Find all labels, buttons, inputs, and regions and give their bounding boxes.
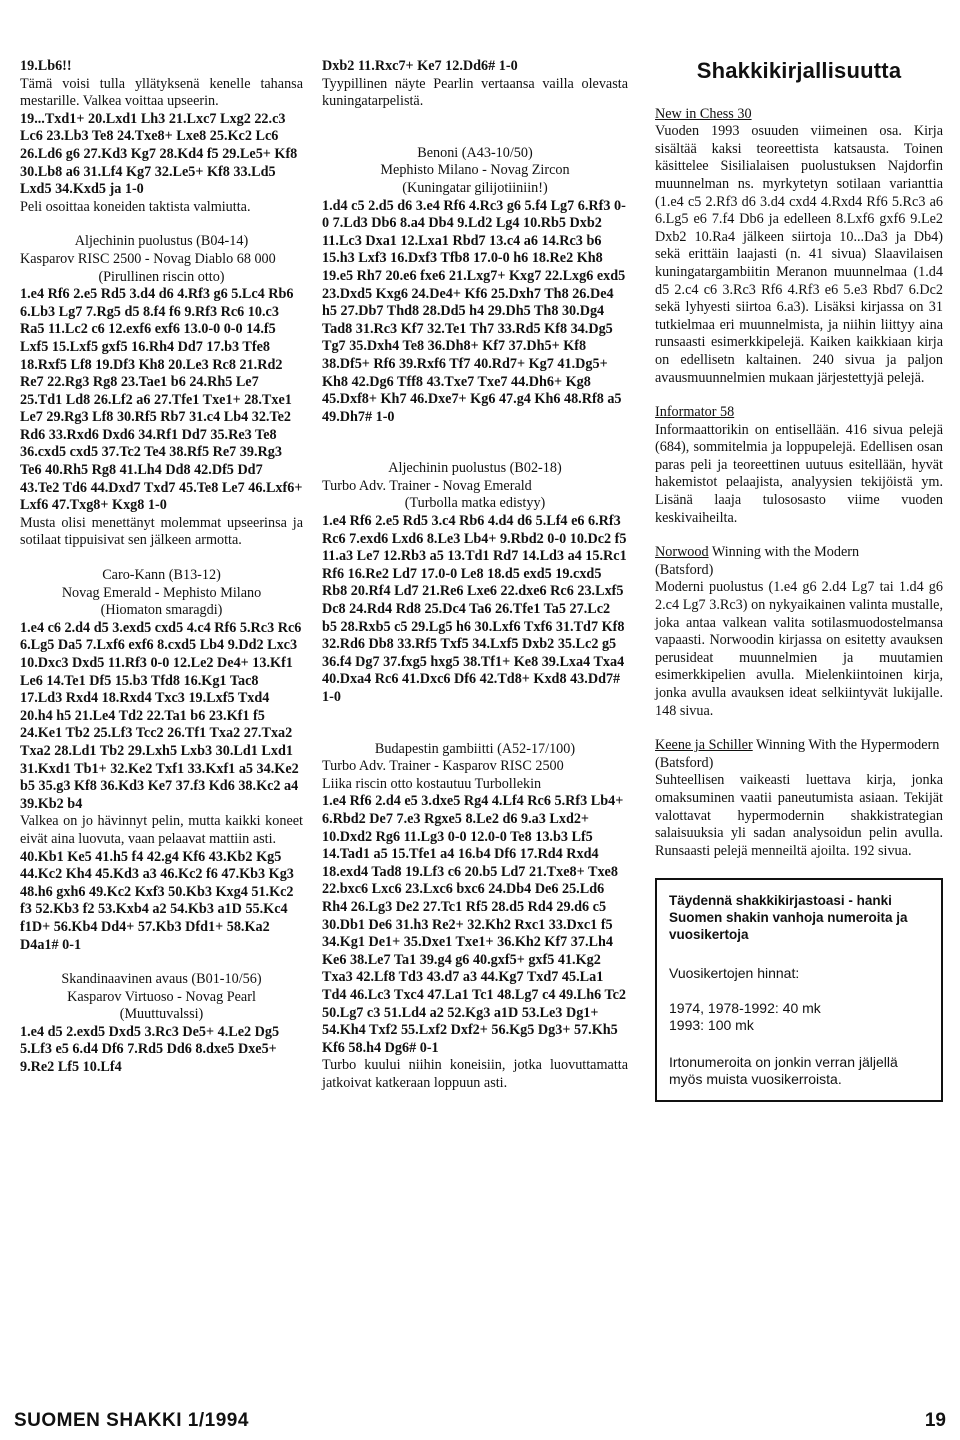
book3-author: Norwood <box>655 544 709 561</box>
book3-review: Moderni puolustus (1.e4 g6 2.d4 Lg7 tai 1.d4 g6 2.c4 Lg7 3.Rc3) on nykyaikainen valinta mustalle, joka antaa valkean valita sotilasmuodostelmansa vapaasti. Norwoodin kirjassa on esitetty avauksen perusideat muunnelmien ja muutamien esimerkkipelien avulla. Mielenkiintoinen kirja, jonka avulla avauksen ideat selkiintyvät lukijalle. 148 sivua. <box>655 579 943 719</box>
back-issues-box <box>655 878 943 1102</box>
column-3 <box>655 58 943 1102</box>
game2-moves-continued: 40.Kb1 Ke5 41.h5 f4 42.g4 Kf6 43.Kb2 Kg5 44.Kc2 Kh4 45.Kd3 a3 46.Kc2 f6 47.Kb3 Kg3 48.h6 gxh6 49.Kc2 Kxf3 50.Kb3 Kxg4 51.Kc2 f3 52.Kb3 f2 53.Kxb4 a2 54.Kb3 a1D 55.Kc4 f1D+ 56.Kb4 Dd4+ 57.Kb3 Dfd1+ 58.Ka2 D4a1# 0-1 <box>20 848 294 953</box>
game6-title: Budapestin gambiitti (A52-17/100) <box>374 740 576 757</box>
book3-title: Winning with the Modern <box>711 544 860 561</box>
section-title: Shakkikirjallisuutta <box>696 58 902 83</box>
game2-subtitle: (Hiomaton smaragdi) <box>100 602 223 619</box>
box-price-2: 1993: 100 mk <box>669 1017 754 1034</box>
game2-title: Caro-Kann (B13-12) <box>102 567 221 584</box>
variation-moves: 19...Txd1+ 20.Lxd1 Lh3 21.Lxc7 Lxg2 22.c3 Lc6 23.Lb3 Te8 24.Txe8+ Lxe8 25.Kc2 Lc6 26.Ld6 g6 27.Kd3 Kg7 28.Kd4 f5 29.Le5+ Kf8 30.Lb8 a6 31.Lf4 Kg7 32.Le5+ Kf8 33.Ld5 Lxd5 34.Kxd5 ja 1-0 <box>20 110 298 198</box>
column-2 <box>322 58 628 1092</box>
game6-comment: Turbo kuului niihin koneisiin, jotka luovuttamatta jatkoivat katkeraan loppuun asti. <box>322 1057 628 1091</box>
intro-moves: 19.Lb6!! <box>20 58 72 74</box>
game1-moves: 1.e4 Rf6 2.e5 Rd5 3.d4 d6 4.Rf3 g6 5.Lc4 Rb6 6.Lb3 Lg7 7.Rg5 d5 8.f4 f6 9.Rf3 Rc6 10.c3 Ra5 11.Lc2 c6 12.exf6 exf6 13.0-0 0-0 14.f5 Lxf5 15.Lxf5 gxf5 16.Rh4 Dd7 17.b3 Tfe8 18.Rxf5 Lf8 19.Df3 Kh8 20.Le3 Rc8 21.Rd2 Re7 22.Rg3 Rg8 23.Tae1 b6 24.Rh5 Le7 25.Td1 Ld8 26.Lf2 a6 27.Tfe1 Txe1+ 28.Txe1 Le7 29.Rg3 Lf8 30.Rf5 Rb7 31.c4 Lb4 32.Te2 Rd6 33.Rxd6 Dxd6 34.Rf1 Dd7 35.Re3 Te8 36.cxd5 cxd5 37.Tc2 Te4 38.Rf5 Re7 39.Rg3 Te6 40.Rh5 Rg8 41.Lh4 Dd8 42.Df5 Dd7 43.Te2 Td6 44.Dxd7 Txd7 45.Te8 Le7 46.Lxf6+ Lxf6 47.Txg8+ Kxg8 1-0 <box>20 286 303 514</box>
game3-subtitle: (Muuttuvalssi) <box>119 1006 204 1023</box>
book2-name: Informator 58 <box>655 404 735 421</box>
game3-moves-end: Dxb2 11.Rxc7+ Ke7 12.Dd6# 1-0 <box>322 58 518 74</box>
game3-moves: 1.e4 d5 2.exd5 Dxd5 3.Rc3 De5+ 4.Le2 Dg5 5.Lf3 e5 6.d4 Df6 7.Rd5 Dd6 8.dxe5 Dxe5+ 9.Re2 Lf5 10.Lf4 <box>20 1023 280 1076</box>
book3-publisher: (Batsford) <box>655 561 714 578</box>
game3-comment: Tyypillinen näyte Pearlin vertaansa vailla olevasta kuningatarpelistä. <box>322 75 628 110</box>
book1-review: Vuoden 1993 osuuden viimeinen osa. Kirja sisältää kaksi teoreettista katsausta. Toinen käsittelee Sisilialaisen puolustuksen Najdorfin muunnelman ns. myrkytetyn sotilaan varianttia (1.e4 c5 2.Rf3 d6 3.d4 cxd4 4.Rxd4 Rf6 5.Rc3 a6 6.Lg5 e6 7.f4 Db6 ja edelleen 8.Lxf6 gxf6 9.Le2 Dxb2 10.Ra4 jälkeen siirtoja 10...Da3 ja Db4) sekä erittäin laajasti (n. 41 sivua) Slaavilaisen kuningatargambiitin Meranon muunnelmaa (1.d4 d5 2.c4 c6 3.Rc3 Rf6 4.Rf3 e6 5.e3 Rbd7 6.Dc2 sekä lyhyesti siirtoa 6.a3). Lisäksi kirjassa on 31 tutkielmaa eri muunnelmista, ja niihin liittyy aina runsaasti esimerkkipelejä. Kaiken kaikkiaan kirja on edellisetn kaltainen. 240 sivua ja paljon avausmuunnelmien mukaan järjestettyjä pelejä. <box>655 123 943 386</box>
game4-title: Benoni (A43-10/50) <box>417 144 533 161</box>
game4-moves: 1.d4 c5 2.d5 d6 3.e4 Rf6 4.Rc3 g6 5.f4 Lg7 6.Rf3 0-0 7.Ld3 Db6 8.a4 Db4 9.Ld2 Lg4 10.Rb5 Dxb2 11.Lc3 Dxa1 12.Lxa1 Rbd7 13.c4 a6 14.Rc3 b6 15.h3 Lxf3 16.Dxf3 Tfb8 17.0-0 h6 18.Re2 Kh8 19.e5 Rh7 20.e6 fxe6 21.Lxg7+ Kxg7 22.Lxg6 exd5 23.Dxd5 Kxg6 24.De4+ Kf6 25.Dxh7 Th8 26.De4 h5 27.Db7 Thd8 28.Dd5 h4 29.Dh5 Th8 30.Dg4 Tad8 31.Rc3 Kf7 32.Te1 Th7 33.Rd5 Kf8 34.Dg5 Tg7 35.Dxh4 Te8 36.Dh8+ Kf7 37.Dh5+ Kf8 38.Df5+ Rf6 39.Rxf6 Tf7 40.Rd7+ Kg7 41.Dg5+ Kh8 42.Dg6 Tff8 43.Txe7 Txe7 44.Dh6+ Kg8 45.Dxf8+ Kh7 46.Dxe7+ Kg6 47.g4 Kh6 48.Rf8 a5 49.Dh7# 1-0 <box>322 197 626 425</box>
book4-author: Keene ja Schiller <box>655 737 753 754</box>
game3-title: Skandinaavinen avaus (B01-10/56) <box>61 971 262 988</box>
game6-subtitle: Liika riscin otto kostautuu Turbollekin <box>322 775 542 792</box>
game1-comment: Musta olisi menettänyt molemmat upseerinsa ja sotilaat tippuisivat sen jälkeen armotta. <box>20 514 303 549</box>
game2-comment: Valkea on jo hävinnyt pelin, mutta kaikki koneet eivät aina luovuta, vaan pelaavat mattiin asti. <box>20 813 303 847</box>
book4-publisher: (Batsford) <box>655 754 714 771</box>
game1-players: Kasparov RISC 2500 - Novag Diablo 68 000 <box>20 250 276 267</box>
book4-review: Suhteellisen vaikeasti luettava kirja, jonka omaksuminen vaatii paneutumista asiaan. Tekijät valottavat hypermodernin shakkistrategian salaisuuksia yli sadan analysoidun pelin avulla. Runsaasti pelejä menneiltä ajoilta. 192 sivua. <box>655 772 943 859</box>
game1-subtitle: (Pirullinen riscin otto) <box>98 268 225 285</box>
game5-title: Aljechinin puolustus (B02-18) <box>388 460 562 477</box>
game4-subtitle: (Kuningatar gilijotiiniin!) <box>402 179 548 196</box>
page-number: 19 <box>924 1410 946 1431</box>
game5-moves: 1.e4 Rf6 2.e5 Rd5 3.c4 Rb6 4.d4 d6 5.Lf4 e6 6.Rf3 Rc6 7.exd6 Lxd6 8.Le3 Lb4+ 9.Rbd2 0-0 10.Dc2 f5 11.a3 Le7 12.Rb3 a5 13.Td1 Rd7 14.Ld3 a4 15.Rc1 Rf6 16.Re2 Ld7 17.0-0 Le8 18.d5 exd5 19.cxd5 Rb8 20.Rf4 Ld7 21.Re6 Lxe6 22.dxe6 Rc6 23.Lxf5 Dc8 24.Rd4 Rd8 25.Dc4 Ta6 26.Tfe1 Ta5 27.Lc2 b5 28.Rxb5 c5 29.Lg5 h6 30.Lxf6 Txf6 31.Td7 Kf8 32.Rd6 Db8 33.Rf5 Txf5 34.Lxf5 Dxb2 35.Lc2 g5 36.f4 Dg7 37.fxg5 hxg5 38.Tf1+ Ke8 39.Lxa4 Txa4 40.Dxa4 Rc6 41.Dxc6 Df6 42.Td8+ Kxd8 43.Dd7# 1-0 <box>322 513 627 705</box>
variation-text: Peli osoittaa koneiden taktista valmiutta. <box>20 198 251 215</box>
box-price-1: 1974, 1978-1992: 40 mk <box>669 1000 821 1017</box>
game2-moves: 1.e4 c6 2.d4 d5 3.exd5 cxd5 4.c4 Rf6 5.Rc3 Rc6 6.Lg5 Da5 7.Lxf6 exf6 8.cxd5 Lb4 9.Dd2 Lxc3 10.Dxc3 Dxd5 11.Rf3 0-0 12.Le2 De4+ 13.Kf1 Le6 14.Te1 Df5 15.b3 Tfd8 16.Kg1 Tac8 17.Ld3 Rxd4 18.Rxd4 Txc3 19.Lxf5 Txd4 20.h4 h5 21.Le4 Td2 22.Ta1 b6 23.Kf1 f5 24.Ke1 Tb2 25.Lf3 Tcc2 26.Tf1 Txa2 27.Txa2 Txa2 28.Ld1 Tb2 29.Lxh5 Lxb3 30.Ld1 Lxd1 31.Kxd1 Tb1+ 32.Ke2 Txf1 33.Kxf1 a5 34.Ke2 b5 35.g3 Kf8 36.Kd3 Ke7 37.f3 Kd6 38.Kc2 a4 39.Kb2 b4 <box>20 619 302 812</box>
game6-moves: 1.e4 Rf6 2.d4 e5 3.dxe5 Rg4 4.Lf4 Rc6 5.Rf3 Lb4+ 6.Rbd2 De7 7.e3 Rgxe5 8.Le2 d6 9.a3 Lxd2+ 10.Dxd2 Rg6 11.Lg3 0-0 12.0-0 Te8 13.b3 Lf5 14.Tad1 a5 15.Tfe1 a4 16.b4 Df6 17.Rd4 Rxd4 18.exd4 Tad8 19.Lf3 c6 20.b5 Ld7 21.Txe8+ Txe8 22.bxc6 Lxc6 23.Lxc6 bxc6 24.Db4 De6 25.Ld6 Rh4 26.Lg3 De2 27.Tc1 Rf5 28.d5 Rd4 29.d6 c5 30.Db1 De6 31.h3 Re2+ 32.Kh2 Rxc1 33.Dxc1 f5 34.Kg1 De1+ 35.Dxe1 Txe1+ 36.Kh2 Kf7 37.Lh4 Ke6 38.Le7 Ta1 39.g4 g6 40.gxf5+ gxf5 41.Kg2 Txa3 42.Lf8 Td3 43.d7 a3 44.Kg7 Txd7 45.La1 Td4 46.Lc3 Txc4 47.La1 Tc1 48.Lg7 c4 49.Lh6 Tc2 50.Lg7 c3 51.Ld4 a2 52.Kg3 a1D 53.Le3 Dg1+ 54.Kh4 Txf2 55.Lxf2 Dxf2+ 56.Kg5 Dg3+ 57.Kh5 Kf6 58.h4 Dg6# 0-1 <box>322 793 627 1056</box>
column-1 <box>20 58 303 1077</box>
book3-heading <box>655 544 943 562</box>
box-price-label: Vuosikertojen hinnat: <box>669 965 800 982</box>
box-heading: Täydennä shakkikirjastoasi - hanki Suomen shakin vanhoja numeroita ja vuosikertoja <box>669 893 908 943</box>
book4-title: Winning With the Hypermodern <box>756 737 940 754</box>
game1-title: Aljechinin puolustus (B04-14) <box>74 233 249 250</box>
intro-text: Tämä voisi tulla yllätyksenä kenelle tahansa mestarille. Valkea voittaa upseerin. <box>20 75 303 110</box>
game2-players: Novag Emerald - Mephisto Milano <box>61 584 262 601</box>
magazine-footer: SUOMEN SHAKKI 1/1994 <box>14 1410 249 1431</box>
game5-subtitle: (Turbolla matka edistyy) <box>404 495 546 512</box>
box-note: Irtonumeroita on jonkin verran jäljellä myös muista vuosikerroista. <box>669 1054 898 1088</box>
game6-players: Turbo Adv. Trainer - Kasparov RISC 2500 <box>322 758 564 775</box>
book4-heading <box>655 737 943 755</box>
book1-name: New in Chess 30 <box>655 105 752 122</box>
game5-players: Turbo Adv. Trainer - Novag Emerald <box>322 477 532 494</box>
game3-players: Kasparov Virtuoso - Novag Pearl <box>67 988 256 1005</box>
book2-review: Informaattorikin on entisellään. 416 sivua pelejä (684), sommitelmia ja loppupelejä. Edellisen osan paras peli ja teoreettinen uutuus esitellään, hyvät hakemistot pelaajista, analyysien tekijöistä ym. Lisänä laaja tulososasto viime vuoden keskivaiheilta. <box>655 421 943 526</box>
game4-players: Mephisto Milano - Novag Zircon <box>380 162 570 179</box>
